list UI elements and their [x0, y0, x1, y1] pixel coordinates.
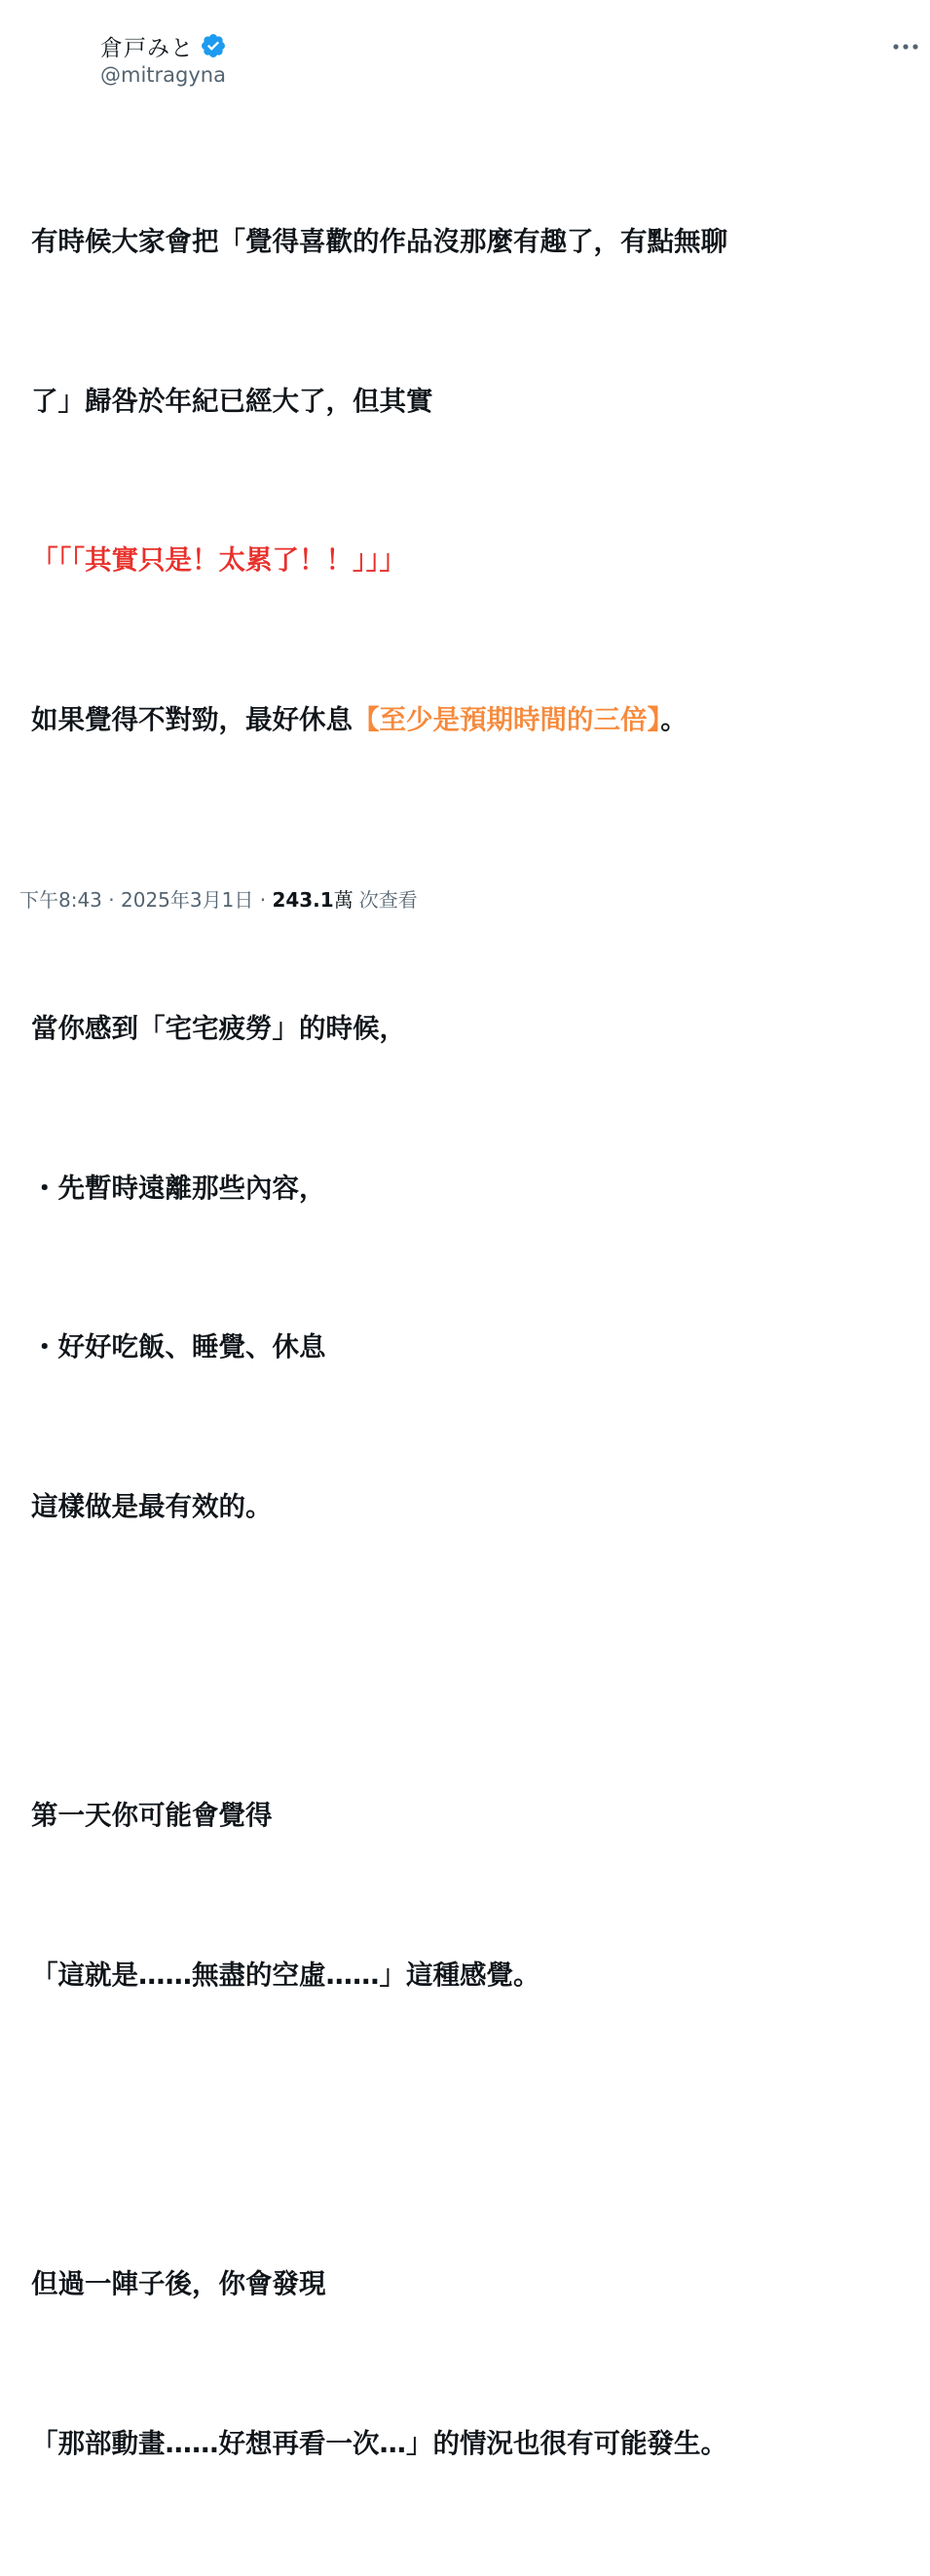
highlight-orange-text: 【至少是預期時間的三倍】 [353, 703, 661, 735]
tweet-metadata [19, 884, 418, 913]
tweet-header [100, 29, 227, 87]
text-segment: 如果覺得不對勁，最好休息 [31, 703, 353, 735]
separator: · [101, 888, 121, 912]
text-line: 了」歸咎於年紀已經大了，但其實 [31, 385, 433, 417]
separator: · [253, 888, 273, 912]
tweet-date[interactable]: 2025年3月1日 [121, 888, 254, 912]
text-line: 「這就是……無盡的空虛……」這種感覺。 [31, 1959, 540, 1991]
view-count-unit: 萬 [333, 888, 353, 912]
paragraph-gap [31, 1639, 908, 1683]
author-display-name[interactable]: 倉戸みと [100, 35, 194, 61]
text-line: ・好好吃飯、睡覺、休息 [31, 1331, 326, 1363]
text-line: ・先暫時遠離那些內容， [31, 1172, 326, 1204]
more-horizontal-icon[interactable] [888, 33, 923, 60]
tweet-text [31, 109, 908, 2576]
tweet-time[interactable]: 下午8:43 [19, 888, 102, 912]
text-line [31, 693, 908, 747]
text-line: 當你感到「宅宅疲勞」的時候， [31, 1013, 406, 1044]
paragraph-gap [31, 2108, 908, 2151]
text-line: 「那部動畫……好想再看一次…」的情況也很有可能發生。 [31, 2427, 727, 2459]
highlight-red-text: 「「「其實只是！太累了！！」」」 [31, 544, 406, 576]
name-row [100, 29, 227, 62]
avatar[interactable] [27, 29, 82, 84]
text-line: 這樣做是最有效的。 [31, 1490, 273, 1522]
author-handle[interactable]: @mitragyna [100, 63, 226, 87]
text-segment: 。 [660, 703, 688, 735]
text-line: 但過一陣子後，你會發現 [31, 2268, 326, 2299]
verified-badge-icon[interactable] [200, 32, 227, 59]
text-line: 有時候大家會把「覺得喜歡的作品沒那麼有趣了，有點無聊 [31, 226, 727, 257]
text-line: 第一天你可能會覺得 [31, 1800, 273, 1831]
view-count: 243.1 [272, 888, 334, 912]
views-label: 次查看 [358, 888, 418, 912]
